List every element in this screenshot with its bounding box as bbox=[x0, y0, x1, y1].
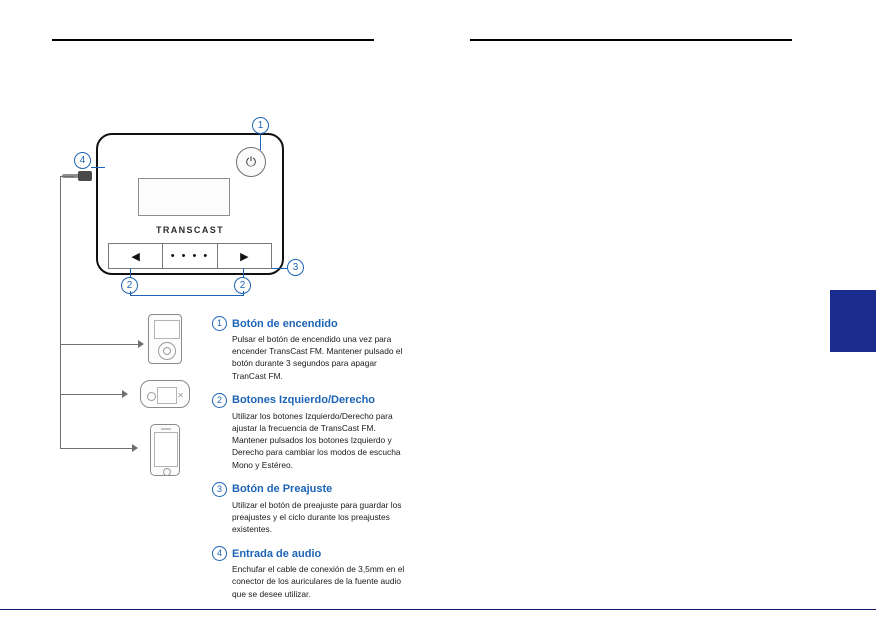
preset-button[interactable]: • • • • bbox=[163, 244, 217, 268]
jack-plug-body bbox=[78, 171, 92, 181]
callout-2-right-drop bbox=[243, 291, 244, 296]
phone-home-button bbox=[163, 468, 171, 476]
legend-title: Botón de Preajuste bbox=[232, 483, 333, 496]
smartphone-illustration bbox=[150, 424, 180, 476]
callout-4-leader bbox=[91, 167, 105, 168]
footer-rule bbox=[0, 609, 876, 610]
callout-2-right-leader-v bbox=[243, 268, 244, 278]
legend-number: 1 bbox=[212, 316, 227, 331]
legend-heading bbox=[212, 316, 408, 331]
callout-2-left-drop bbox=[130, 291, 131, 296]
right-button[interactable]: ▶ bbox=[240, 250, 249, 263]
legend-title: Botón de encendido bbox=[232, 317, 338, 330]
console-dpad bbox=[147, 392, 156, 401]
legend-body: Enchufar el cable de conexión de 3,5mm en el conector de los auriculares de la fuente audio que se desee utilizar. bbox=[232, 564, 405, 599]
legend-title: Entrada de audio bbox=[232, 547, 322, 560]
cable-arrow-mp3 bbox=[138, 340, 144, 348]
legend-item bbox=[212, 316, 408, 382]
device-button-bar bbox=[108, 243, 272, 269]
legend-number: 2 bbox=[212, 393, 227, 408]
transcast-device-illustration bbox=[96, 133, 284, 275]
console-buttons: ✕ bbox=[177, 391, 184, 400]
legend-heading bbox=[212, 546, 408, 561]
legend-body: Utilizar los botones Izquierdo/Derecho para ajustar la frecuencia de TransCast FM. Mantener pulsados los botones Izquierdo y Derecho para cambiar los modos de escucha Mono y Estéreo. bbox=[232, 410, 401, 470]
legend-title: Botones Izquierdo/Derecho bbox=[232, 394, 376, 407]
console-screen bbox=[157, 387, 177, 404]
callout-3-leader bbox=[272, 268, 287, 269]
legend-body: Pulsar el botón de encendido una vez para encender TransCast FM. Mantener pulsado el botón durante 3 segundos para apagar TranCast FM. bbox=[232, 334, 403, 381]
device-brand-label: TRANSCAST bbox=[155, 225, 225, 235]
header-rule-left bbox=[52, 39, 374, 41]
cable-branch-console bbox=[60, 394, 122, 395]
cable-arrow-console bbox=[122, 390, 128, 398]
legend-number: 4 bbox=[212, 546, 227, 561]
game-console-illustration bbox=[140, 380, 190, 408]
phone-screen bbox=[154, 432, 178, 467]
legend-number: 3 bbox=[212, 482, 227, 497]
callout-2-left: 2 bbox=[121, 277, 138, 294]
callout-1-leader bbox=[260, 134, 261, 150]
legend-item bbox=[212, 393, 408, 471]
power-button[interactable] bbox=[236, 147, 266, 177]
cable-branch-phone bbox=[60, 448, 132, 449]
callout-2-left-leader-v bbox=[130, 268, 131, 278]
legend-item bbox=[212, 482, 408, 536]
cable-branch-mp3 bbox=[60, 344, 138, 345]
mp3-player-illustration bbox=[148, 314, 182, 364]
callout-1: 1 bbox=[252, 117, 269, 134]
header-rule-right bbox=[470, 39, 792, 41]
phone-earpiece bbox=[161, 428, 171, 430]
cable-arrow-phone bbox=[132, 444, 138, 452]
legend-body: Utilizar el botón de preajuste para guardar los preajustes y el ciclo durante los preajustes existentes. bbox=[232, 499, 402, 535]
legend-heading bbox=[212, 482, 408, 497]
device-display bbox=[138, 178, 230, 216]
callout-2-bracket bbox=[130, 295, 243, 296]
legend-heading bbox=[212, 393, 408, 408]
power-icon: ⏻ bbox=[245, 154, 257, 169]
mp3-screen bbox=[154, 320, 180, 339]
callout-3: 3 bbox=[287, 259, 304, 276]
cable-to-jack bbox=[60, 176, 74, 177]
left-button[interactable]: ◀ bbox=[109, 244, 163, 268]
callout-2-right: 2 bbox=[234, 277, 251, 294]
legend-item bbox=[212, 546, 408, 600]
callout-4: 4 bbox=[74, 152, 91, 169]
page-side-tab bbox=[830, 290, 876, 352]
cable-trunk bbox=[60, 176, 61, 448]
mp3-center-button bbox=[163, 347, 171, 355]
legend-list bbox=[212, 316, 408, 611]
